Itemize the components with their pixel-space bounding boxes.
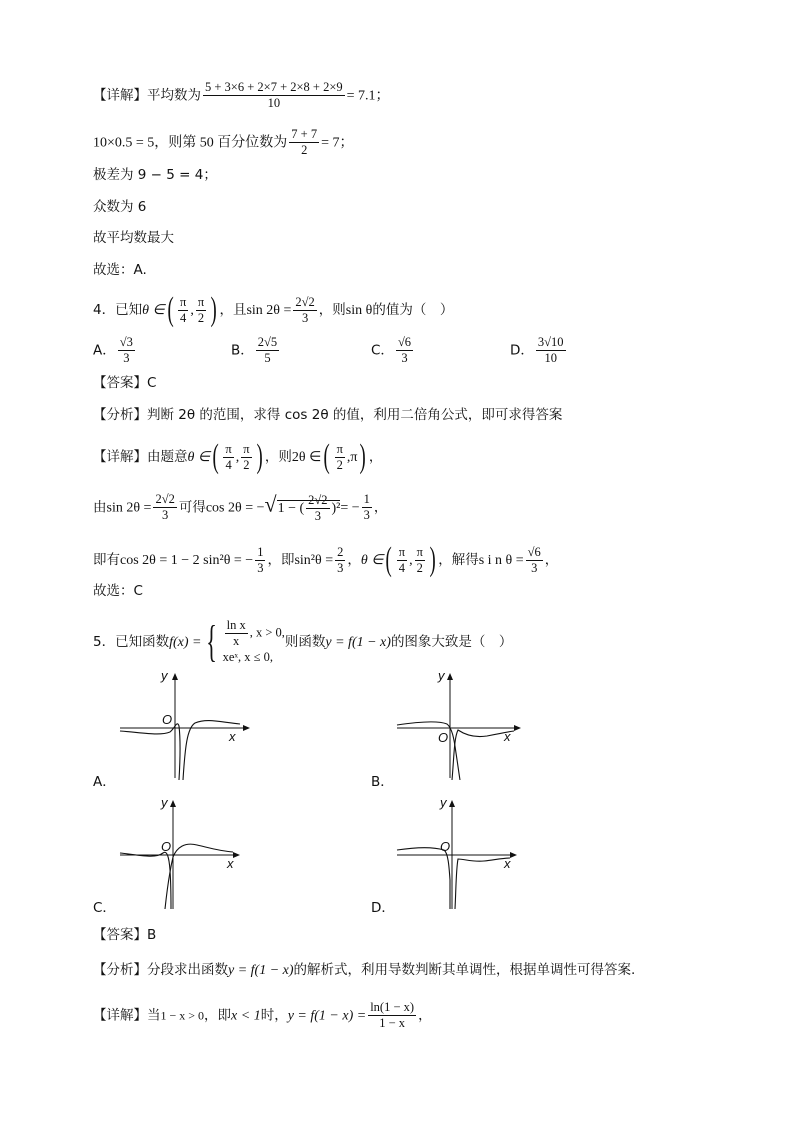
right-paren: ) xyxy=(210,291,217,328)
graph-b xyxy=(392,668,532,780)
q4-option-a xyxy=(93,335,137,366)
graph-c-svg xyxy=(115,795,255,910)
text: ，则 xyxy=(264,449,292,465)
text: 则函数 xyxy=(284,634,326,650)
numerator: 2√2 xyxy=(155,492,175,506)
option-value xyxy=(118,335,135,366)
pi: π xyxy=(350,450,358,465)
pi-over-2 xyxy=(196,295,206,326)
pi: π xyxy=(398,544,406,559)
left-paren: ( xyxy=(323,438,331,475)
two: 2 xyxy=(336,457,343,472)
pi-over-4 xyxy=(223,442,233,473)
numerator: ln(1 − x) xyxy=(370,1000,415,1014)
pi: π xyxy=(180,294,187,309)
numerator: 2√2 xyxy=(295,294,315,309)
four: 4 xyxy=(398,560,406,575)
answer-value: B xyxy=(147,927,157,943)
graph-b-label: B． xyxy=(371,774,394,790)
text: 的图象大致是（ ） xyxy=(390,634,513,650)
sintheta: sin θ xyxy=(345,303,373,318)
q4-number: 4．已知 xyxy=(93,302,143,318)
numerator: 2√2 xyxy=(308,492,328,507)
numerator: 1 xyxy=(363,492,370,506)
q5-stem xyxy=(93,618,512,666)
percentile-numerator: 7 + 7 xyxy=(291,127,318,141)
text: 时， xyxy=(260,1007,288,1024)
fx: f(x) = xyxy=(169,635,202,650)
option-label: D． xyxy=(510,342,534,359)
analysis-text: 分段求出函数 xyxy=(147,962,228,978)
fraction xyxy=(225,618,248,649)
origin-label: O xyxy=(440,839,451,854)
y-func: y = f(1 − x) xyxy=(228,963,294,978)
denominator: 3 xyxy=(162,508,169,522)
origin-label: O xyxy=(162,712,173,727)
answer-value: C xyxy=(147,375,157,391)
analysis-label: 【分析】 xyxy=(93,407,147,423)
q4-given-fraction xyxy=(293,295,316,326)
radicand xyxy=(277,492,341,523)
analysis-text: 判断 2θ 的范围，求得 cos 2θ 的值，利用二倍角公式，即可求得答案 xyxy=(147,407,563,423)
denominator: 3 xyxy=(314,508,321,523)
theta-in: θ ∈ xyxy=(142,303,165,318)
pi-over-4 xyxy=(178,295,188,326)
y-label: y xyxy=(161,668,168,683)
theta-in: θ ∈ xyxy=(187,450,211,465)
condition: , x > 0, xyxy=(249,625,285,640)
q5-detail xyxy=(93,1000,432,1031)
option-label: A． xyxy=(93,342,116,359)
left-paren: ( xyxy=(385,541,393,578)
cos2theta: cos 2θ = − xyxy=(205,500,265,516)
graph-c xyxy=(115,795,255,910)
text: ， xyxy=(418,1007,432,1024)
graph-c-label: C． xyxy=(93,900,116,916)
numerator: 1 xyxy=(257,544,264,559)
numerator: 2√5 xyxy=(257,335,278,349)
two: 2 xyxy=(197,310,205,325)
sqrt-icon: √ xyxy=(264,491,277,517)
text: ，解得 xyxy=(438,552,479,568)
text: ，即 xyxy=(267,552,295,568)
pi: π xyxy=(416,544,423,559)
graph-d-svg xyxy=(392,795,532,910)
four: 4 xyxy=(225,457,232,472)
pi: π xyxy=(225,441,232,456)
text: 1 − ( xyxy=(277,500,305,516)
denominator: 3 xyxy=(531,560,538,575)
text: ， xyxy=(347,552,361,568)
two: 2 xyxy=(416,560,423,575)
q4-option-b xyxy=(231,335,281,366)
denominator: 3 xyxy=(301,310,309,325)
choice-line: 故选：A. xyxy=(93,262,147,278)
denominator: 3 xyxy=(123,351,130,365)
average-text: 平均数为 xyxy=(147,87,201,104)
q5-number: 5．已知函数 xyxy=(93,634,170,650)
denominator: x xyxy=(233,634,240,648)
fraction xyxy=(335,545,345,576)
percentile-line xyxy=(93,127,354,158)
conclusion-line: 故平均数最大 xyxy=(93,230,174,246)
fraction xyxy=(153,492,176,523)
x-label: x xyxy=(229,729,236,744)
fraction xyxy=(368,1000,416,1031)
option-value xyxy=(536,335,566,366)
average-result: = 7.1； xyxy=(346,88,390,104)
average-denominator: 10 xyxy=(267,96,281,110)
fraction xyxy=(255,545,265,576)
denominator: 5 xyxy=(264,351,271,365)
y-label: y xyxy=(440,795,447,810)
text: 当 xyxy=(147,1007,161,1024)
q4-detail-2: 由sin 2θ = $\frac{2√2}{3}$ 可得cos 2θ = −√1 − ( $\frac{2√2}{3}$ )²= − $\frac{1}{3}$ ， xyxy=(93,491,388,523)
average-numerator: 5 + 3×6 + 2×7 + 2×8 + 2×9 xyxy=(205,80,343,94)
percentile-text: 10×0.5 = 5，则第 50 百分位数为 xyxy=(93,135,288,151)
fraction xyxy=(526,545,543,576)
brace: { xyxy=(206,617,218,666)
q4-then: ，则 xyxy=(318,302,346,318)
formula: sin²θ = xyxy=(294,553,334,568)
option-value xyxy=(256,335,279,366)
range-line: 极差为 9 − 5 = 4； xyxy=(93,167,217,183)
detail-label: 【详解】 xyxy=(93,87,147,104)
analysis-label: 【分析】 xyxy=(93,962,147,978)
case-2: xeˣ, x ≤ 0, xyxy=(222,650,273,664)
pi: π xyxy=(336,441,343,456)
right-paren: ) xyxy=(360,438,367,475)
option-label: B． xyxy=(231,342,254,359)
denominator: 3 xyxy=(337,560,344,575)
detail-label: 【详解】 xyxy=(93,1007,147,1024)
equals: = − xyxy=(340,500,360,516)
q5-answer xyxy=(93,925,156,945)
pi-over-4 xyxy=(397,545,407,576)
four: 4 xyxy=(180,310,187,325)
x-label: x xyxy=(504,729,511,744)
denominator: 3 xyxy=(401,351,408,365)
q4-detail-3: 即有cos 2θ = 1 − 2 sin²θ = − $\frac{1}{3}$ ，即sin²θ = $\frac{2}{3}$ ，θ ∈( $\frac{\pi}{4}$ , $\frac{\pi}{2}$ ) ，解得s i n θ = $\frac{√6}{3}$ ， xyxy=(93,541,559,578)
text: 可得 xyxy=(178,499,206,516)
formula: cos 2θ = 1 − 2 sin²θ = − xyxy=(120,553,254,568)
option-label: C． xyxy=(371,342,394,359)
mode-line: 众数为 6 xyxy=(93,199,147,215)
analysis-text: 的解析式，利用导数判断其单调性，根据单调性可得答案. xyxy=(293,962,636,978)
graph-a-label: A． xyxy=(93,774,116,790)
text: 由题意 xyxy=(147,449,188,465)
formula: s i n θ = xyxy=(478,553,524,568)
text: ，即 xyxy=(204,1007,232,1024)
numerator: ln x xyxy=(226,618,246,632)
formula: y = f(1 − x) = xyxy=(287,1008,367,1024)
q4-answer xyxy=(93,373,156,393)
numerator: 2 xyxy=(337,544,344,559)
text: )² xyxy=(331,500,341,516)
sin2theta: sin 2θ = xyxy=(246,303,292,318)
q4-analysis xyxy=(93,405,562,425)
cases xyxy=(223,618,285,666)
right-paren: ) xyxy=(429,541,436,578)
q4-option-d xyxy=(510,335,568,366)
q4-conclusion: 故选：C xyxy=(93,583,143,599)
pi-over-2 xyxy=(415,545,425,576)
x-label: x xyxy=(227,856,234,871)
numerator: 3√10 xyxy=(537,335,564,349)
graph-d xyxy=(392,795,532,910)
x-label: x xyxy=(504,856,511,871)
percentile-fraction xyxy=(289,127,319,158)
numerator: √6 xyxy=(397,335,412,349)
option-value xyxy=(396,335,413,366)
fraction xyxy=(306,493,329,524)
origin-label: O xyxy=(161,839,172,854)
q4-detail-1: 【详解】由题意θ ∈( $\frac{\pi}{4}$ , $\frac{\pi}{2}$ ) ，则2θ ∈( $\frac{\pi}{2}$ ,π) ， xyxy=(93,438,383,475)
denominator: 10 xyxy=(544,351,557,365)
condition: x < 1 xyxy=(231,1008,261,1024)
pi-over-2 xyxy=(335,442,345,473)
pi: π xyxy=(243,441,250,456)
left-paren: ( xyxy=(212,438,219,475)
percentile-denominator: 2 xyxy=(301,143,308,157)
right-paren: ) xyxy=(256,438,263,475)
q4-stem: 4．已知θ ∈( $\frac{\pi}{4}$ , $\frac{\pi}{2}$ ) ，且sin 2θ = $\frac{2√2}{3}$ ，则sin θ的值为（ ） xyxy=(93,291,454,328)
numerator: √6 xyxy=(527,544,541,559)
q4-option-c xyxy=(371,335,415,366)
text: 即有 xyxy=(93,552,120,568)
q4-ask: 的值为（ ） xyxy=(372,302,454,318)
detail-label: 【详解】 xyxy=(93,449,147,465)
pi: π xyxy=(197,294,205,309)
answer-label: 【答案】 xyxy=(93,927,147,943)
y-label: y xyxy=(161,795,168,810)
denominator: 3 xyxy=(257,560,264,575)
detail-average-line xyxy=(93,80,390,111)
left-paren: ( xyxy=(167,291,174,328)
average-fraction xyxy=(203,80,345,111)
origin-label: O xyxy=(438,730,449,745)
condition: 1 − x > 0 xyxy=(160,1008,205,1023)
percentile-result: = 7； xyxy=(321,135,354,151)
graph-a-svg xyxy=(115,668,255,780)
y-label: y xyxy=(438,668,445,683)
graph-a xyxy=(115,668,255,780)
pi-over-2 xyxy=(241,442,251,473)
sin2theta: sin 2θ = xyxy=(106,500,152,516)
graph-d-label: D． xyxy=(371,900,395,916)
q4-and: ，且 xyxy=(219,302,247,318)
y-func: y = f(1 − x) xyxy=(325,635,391,650)
denominator: 1 − x xyxy=(379,1016,406,1030)
graph-b-svg xyxy=(392,668,532,780)
denominator: 3 xyxy=(363,508,370,522)
text: 由 xyxy=(93,499,107,516)
fraction xyxy=(362,492,372,523)
two: 2 xyxy=(243,457,250,472)
q5-analysis xyxy=(93,960,635,981)
numerator: √3 xyxy=(119,335,133,349)
text: ， xyxy=(544,552,559,568)
theta-in: θ ∈ xyxy=(360,553,384,568)
answer-label: 【答案】 xyxy=(93,375,147,391)
two-theta-in: 2θ ∈ xyxy=(291,450,322,465)
